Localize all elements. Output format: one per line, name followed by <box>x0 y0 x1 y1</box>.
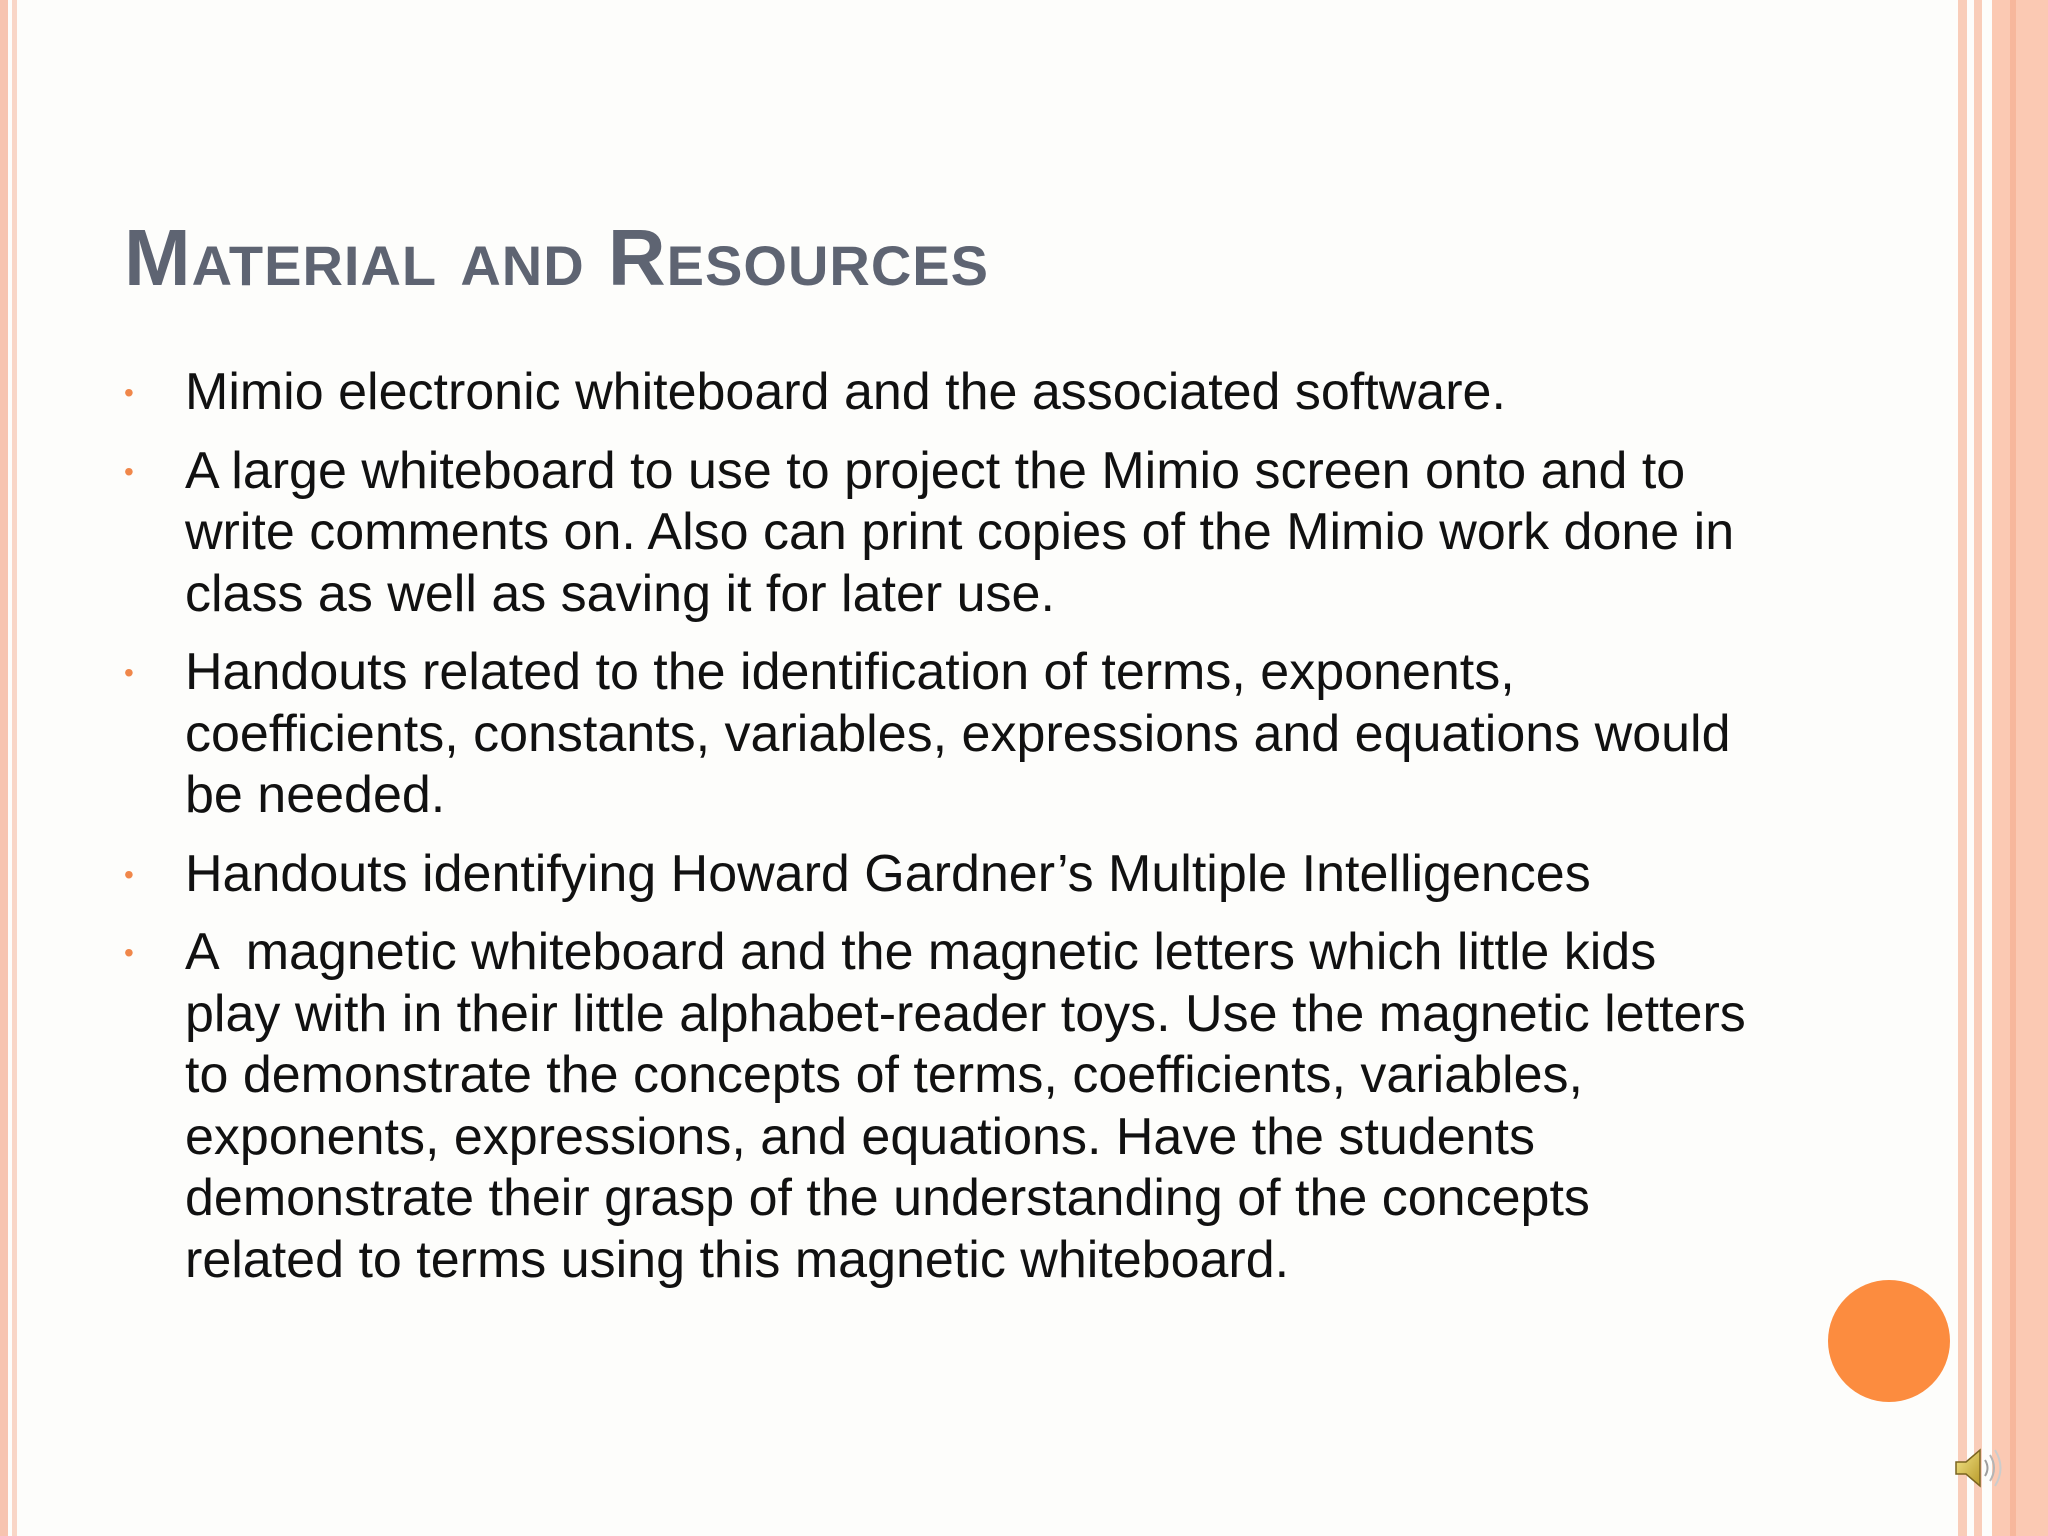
bullet-item <box>118 844 1758 906</box>
bullet-text: Mimio electronic whiteboard and the associated software. <box>185 363 1506 421</box>
left-border-stripe-inner <box>12 0 17 1536</box>
bullet-dot: • <box>124 858 134 890</box>
bullet-item <box>118 362 1758 424</box>
bullet-dot: • <box>124 455 134 487</box>
bullet-text: A magnetic whiteboard and the magnetic letters which little kids play with in their little alphabet-reader toys. Use the magnetic letters to demonstrate the concepts of terms, coefficients, variables, exponents, expressions, and equations. Have the students demonstrate their grasp of the understanding of the concepts related to terms using this magnetic whiteboard. <box>185 923 1761 1289</box>
bullet-dot: • <box>124 937 134 968</box>
speaker-icon-graphic <box>1950 1440 2006 1496</box>
bullet-list <box>118 362 1761 1308</box>
left-border-stripe <box>0 0 8 1536</box>
right-border-stripe-middle <box>1974 0 1982 1536</box>
bullet-text: A large whiteboard to use to project the Mimio screen onto and to write comments on. Also can print copies of the Mimio work done in class as well as saving it for later use. <box>185 441 1749 623</box>
right-border-band-line <box>2010 0 2016 1536</box>
bullet-text: Handouts identifying Howard Gardner’s Multiple Intelligences <box>185 844 1591 903</box>
right-border-stripe <box>1958 0 1967 1536</box>
speaker-icon[interactable] <box>1950 1440 2006 1496</box>
bullet-item <box>118 922 1761 1291</box>
right-border-band <box>1992 0 2048 1536</box>
bullet-dot: • <box>124 657 134 688</box>
slide-title: Material and Resources <box>124 213 989 302</box>
bullet-dot: • <box>124 377 134 408</box>
accent-circle <box>1828 1280 1950 1402</box>
bullet-item <box>118 642 1758 827</box>
bullet-text: Handouts related to the identification of terms, exponents, coefficients, constants, variables, expressions and equations would be needed. <box>185 643 1745 824</box>
bullet-item <box>118 441 1758 626</box>
